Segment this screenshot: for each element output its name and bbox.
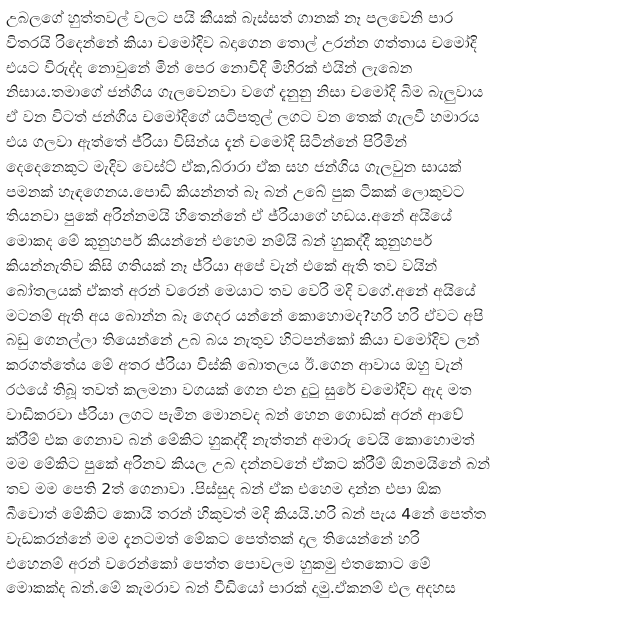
text-line: කියන්නැතිව කිසි ගතියක් නෑ ජ්රියා අපේ වැන් එකේ ඇති තව වයින් [6, 256, 438, 275]
text-line: කරගත්තේය මේ අතර ජ්රියා විස්කි බොතලය ඊ.ගෙන ආවාය ඔහු වැන් [6, 356, 463, 375]
text-line: උබලගේ හුත්තවල් වලට පයි කීයක් බැස්සත් ගානක් නෑ පලවෙනි පාර [6, 9, 454, 27]
text-line: ක්රීම් එක ගෙනාව බන් මේකිට හුකද්දී නැත්තන් අමාරු වෙයි කොහොමත් [6, 430, 475, 449]
text-line: රථයේ තිබූ තවත් කලමනා වගයක් ගෙන එන දුටු සුරේ චමෝදිව ඇද මත [6, 380, 472, 399]
text-line: ඒ වන විටත් ජන්ගිය චමෝදිගේ යටිපතුල් ලගට වන තෙක් ගැලවී හමාරය [6, 108, 480, 127]
text-line: මොකද මේ කුනුහර්ප කියන්නේ එහෙම නම්යි බන් හුකද්දී කුනුහර්ප [6, 232, 433, 251]
text-line: බීවොත් මේකිට කොයි තරන් හිකුවත් මදි කියයි.හරි බන් පැය 4නේ පෙත්ත [6, 504, 487, 523]
text-line: විතරයි රිදෙන්නේ කියා චමෝදිව බදාගෙන තොල් උරන්න ගත්තාය චමෝදි [6, 33, 477, 52]
text-line: එහෙනම් අරන් වරෙන්කෝ පෙත්ත පොවලම හුකමු එතකොට මේ [6, 554, 431, 573]
text-line: නිසාය.තමාගේ ජන්ගිය ගැලවෙනවා වගේ දැනුනු නිසා චමෝදි බිම බැලුවාය [6, 83, 484, 102]
text-line: එයට විරුද්ද නොවුනේ මින් පෙර නොවිදි මිහිරක් එයින් ලැබෙන [6, 58, 413, 77]
text-line: පමනක් හැඳගෙනය.පොඩි කියන්නත් බෑ බන් උබේ පුක ටිකක් ලොකුවට [6, 182, 465, 201]
text-line: තව මම පෙති 2ත් ගෙනාවා .පිස්සුද බන් ඒක එහෙම දාන්න එපා ඕක [6, 480, 441, 499]
text-line: බඩු ගෙනල්ලා තියෙන්නේ උබ බය නැතුව හිටපන්කෝ කියා චමෝදිව ලන් [6, 331, 480, 350]
text-line: මම මේකිට පුකේ අරිනව කියල උබ දන්නවනේ ඒකට ක්රීම් ඕනමයිනේ බන් [6, 455, 491, 474]
text-line: දෙදෙනෙකුට මැදිව වෙස්ට් ඒක,බ්රාරා ඒක සහ ජන්ගිය ගැලවුන සායක් [6, 157, 462, 176]
text-line: මටනම් ඇති අය බොන්න බෑ ගෙදර යන්නේ කොහොමද?හරි හරි ඒවට අපි [6, 306, 484, 325]
text-line: එය ගලවා ඇත්තේ ජ්රියා විසින්ය දැන් චමෝදි සිටින්නේ පිරිමින් [6, 132, 408, 151]
text-line: වැඩකරන්නේ මම දැනටමත් මේකට පෙත්තක් දාල තියෙන්නේ හරි [6, 529, 420, 548]
document-page [4, 0, 626, 623]
text-line: වාඩිකරවා ජ්රියා ලගට පැමින මොනවද බන් හෙන ගොඩක් අරන් ආවේ [6, 405, 464, 424]
text-line: බෝතලයක් ඒකත් අරන් වරෙන් මෙයාට තව වෙරි මදි වගේ.අනේ අයියේ [6, 281, 476, 300]
text-line: තියනවා පුකේ අරින්නමයි හිතෙන්නේ ඒ ජ්රියාගේ හඩය.අනේ අයියේ [6, 207, 452, 226]
text-line: මොකක්ද බන්.මේ කැමරාව බන් වීඩියෝ පාරක් දාමු.ඒකනම් එල අදහස [6, 579, 456, 598]
